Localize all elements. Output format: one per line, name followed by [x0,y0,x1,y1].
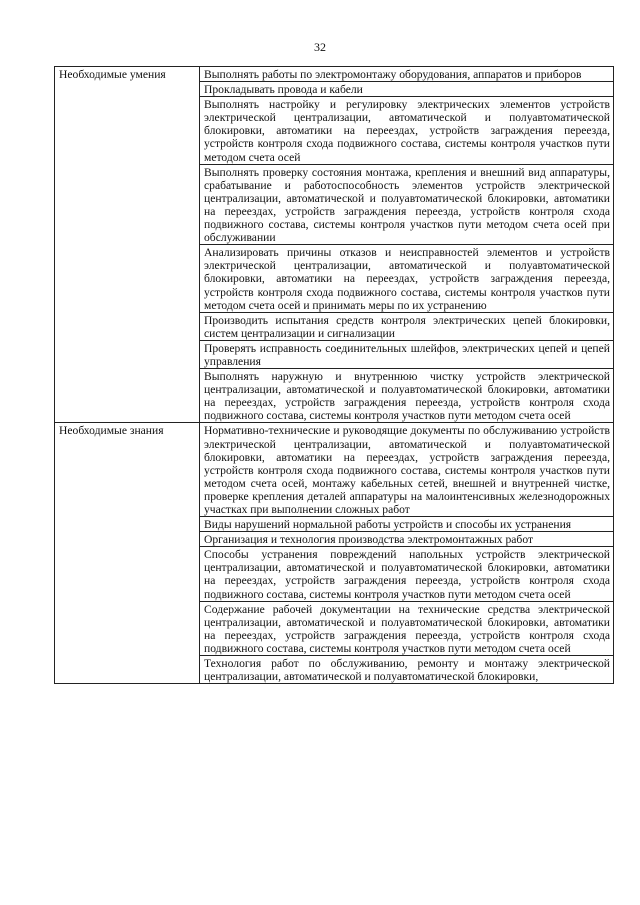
skill-item: Анализировать причины отказов и неисправностей элементов и устройств электрической централизации, автоматической и полуавтоматической блокировки, автоматики на переездах, устройств заграждения переезда, устройств контроля схода подвижного состава, системы контроля участков пути методом счета осей и принимать меры по их устранению [200,245,614,312]
requirements-table [54,66,614,684]
skill-item: Выполнять проверку состояния монтажа, крепления и внешний вид аппаратуры, срабатывание и работоспособность элементов устройств электрической централизации, автоматической и полуавтоматической блокировки, автоматики на переездах, устройств заграждения переезда, устройств контроля схода подвижного состава, системы контроля участков пути методом счета осей при обслуживании [200,164,614,245]
section-label-knowledge: Необходимые знания [55,423,200,684]
skill-item: Выполнять наружную и внутреннюю чистку устройств электрической централизации, автоматической и полуавтоматической блокировки, автоматики на переездах, устройств заграждения переезда, устройств контроля схода подвижного состава, системы контроля участков пути методом счета осей [200,369,614,423]
skill-item: Выполнять работы по электромонтажу оборудования, аппаратов и приборов [200,67,614,82]
page-number: 32 [314,40,326,54]
knowledge-item: Способы устранения повреждений напольных устройств электрической централизации, автоматической и полуавтоматической блокировки, автоматики на переездах, устройств заграждения переезда, устройств контроля схода подвижного состава, системы контроля участков пути методом счета осей [200,547,614,601]
knowledge-item: Виды нарушений нормальной работы устройств и способы их устранения [200,517,614,532]
skill-item: Выполнять настройку и регулировку электрических элементов устройств электрической централизации, автоматической и полуавтоматической блокировки, автоматики на переездах, устройств заграждения переезда, устройств контроля схода подвижного состава, системы контроля участков пути методом счета осей [200,97,614,164]
knowledge-item: Содержание рабочей документации на технические средства электрической централизации, автоматической и полуавтоматической блокировки, автоматики на переездах, устройств заграждения переезда, устройств контроля схода подвижного состава, системы контроля участков пути методом счета осей [200,601,614,655]
skill-item: Проверять исправность соединительных шлейфов, электрических цепей и цепей управления [200,340,614,368]
knowledge-item: Технология работ по обслуживанию, ремонту и монтажу электрической централизации, автоматической и полуавтоматической блокировки, [200,656,614,684]
skill-item: Производить испытания средств контроля электрических цепей блокировки, систем централизации и сигнализации [200,312,614,340]
skill-item: Прокладывать провода и кабели [200,82,614,97]
section-label-skills: Необходимые умения [55,67,200,423]
table-row [55,423,614,517]
knowledge-item: Нормативно-технические и руководящие документы по обслуживанию устройств электрической централизации, автоматической и полуавтоматической блокировки, автоматики на переездах, устройств заграждения переезда, устройств контроля схода подвижного состава, системы контроля участков пути методом счета осей, монтажу кабельных сетей, внешней и внутренней чистке, проверке крепления деталей аппаратуры на малоинтенсивных железнодорожных участках при выполнении сложных работ [200,423,614,517]
knowledge-item: Организация и технология производства электромонтажных работ [200,532,614,547]
table-row [55,67,614,82]
